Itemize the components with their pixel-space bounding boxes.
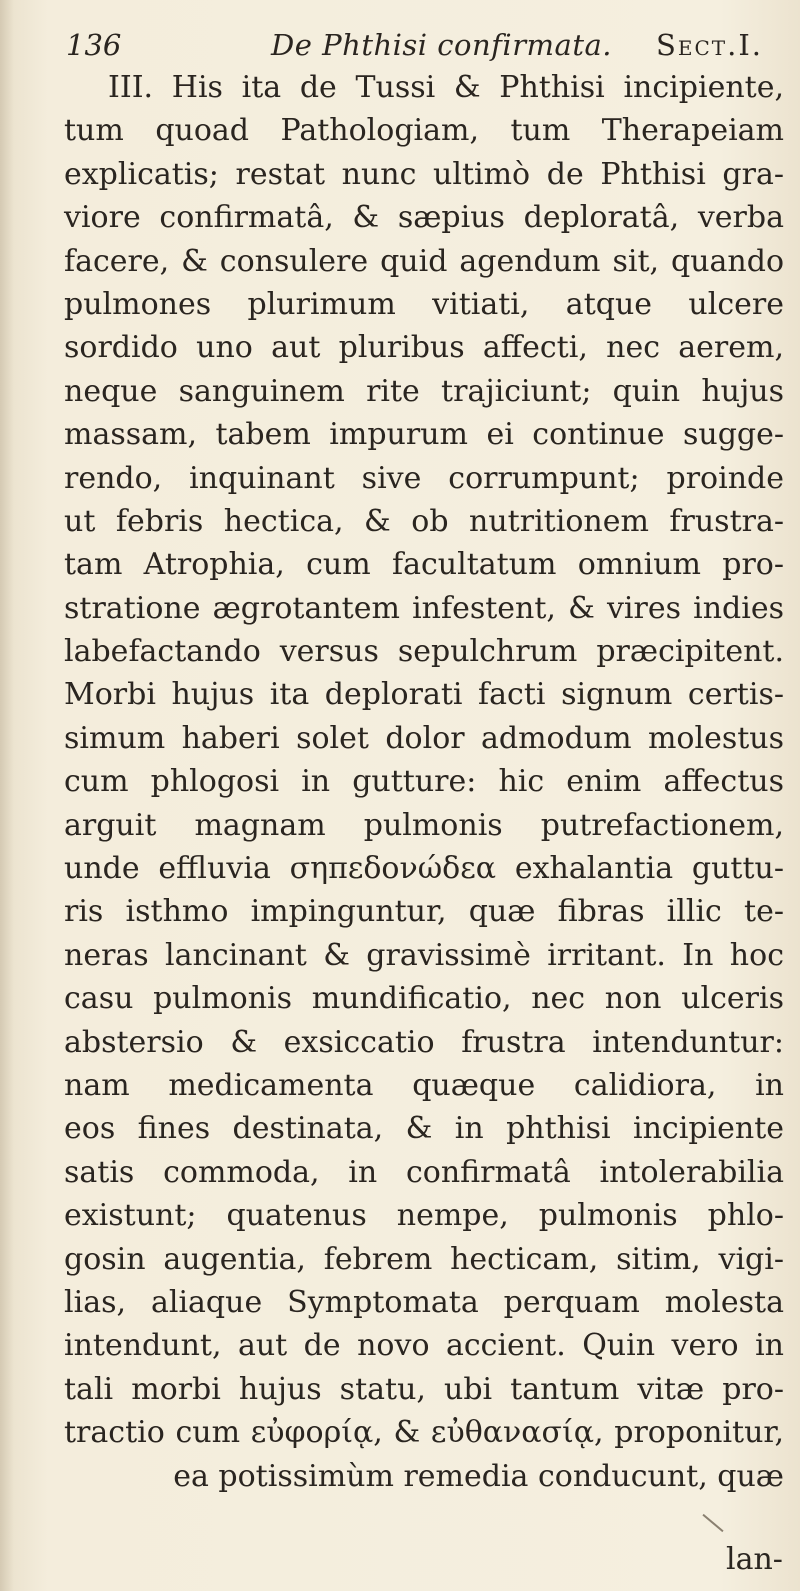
text-line: satis commoda, in confirmatâ intolerabilia — [64, 1154, 784, 1190]
section-label: Sect.I. — [656, 28, 764, 62]
running-title: De Phthisi confirmata. — [271, 28, 613, 62]
text-line: ris isthmo impinguntur, quæ fibras illic te- — [64, 894, 784, 930]
body-text — [64, 66, 784, 1498]
text-line: lias, aliaque Symptomata perquam molesta — [64, 1284, 784, 1320]
text-line: tam Atrophia, cum facultatum omnium pro- — [64, 547, 784, 583]
text-line: tali morbi hujus statu, ubi tantum vitæ pro- — [64, 1371, 784, 1407]
text-line: casu pulmonis mundificatio, nec non ulceris — [64, 981, 784, 1017]
page-gutter-shadow — [0, 0, 14, 1591]
text-line: intendunt, aut de novo accient. Quin vero in — [64, 1328, 784, 1364]
text-line: ut febris hectica, & ob nutritionem frustra- — [64, 503, 784, 539]
text-line: massam, tabem impurum ei continue sugge- — [64, 417, 784, 453]
text-line: arguit magnam pulmonis putrefactionem, — [64, 807, 784, 843]
text-line: unde effluvia σηπεδονώδεα exhalantia guttu- — [64, 851, 784, 887]
text-line: tum quoad Pathologiam, tum Therapeiam — [64, 113, 784, 149]
text-line: pulmones plurimum vitiati, atque ulcere — [64, 286, 784, 322]
text-line: facere, & consulere quid agendum sit, quando — [64, 243, 784, 279]
text-line: eos fines destinata, & in phthisi incipiente — [64, 1111, 784, 1147]
ink-mark — [702, 1514, 723, 1532]
text-line: simum haberi solet dolor admodum molestus — [64, 720, 784, 756]
text-line: nam medicamenta quæque calidiora, in — [64, 1067, 784, 1103]
text-line: sordido uno aut pluribus affecti, nec aerem, — [64, 330, 784, 366]
text-line: explicatis; restat nunc ultimò de Phthisi gra- — [64, 156, 784, 192]
text-line: existunt; quatenus nempe, pulmonis phlo- — [64, 1198, 784, 1234]
text-line: abstersio & exsiccatio frustra intenduntur: — [64, 1024, 784, 1060]
text-line: cum phlogosi in gutture: hic enim affectus — [64, 764, 784, 800]
text-line: ea potissimùm remedia conducunt, quæ — [173, 1458, 784, 1494]
text-line: stratione ægrotantem infestent, & vires indies — [64, 590, 784, 626]
text-line: viore confirmatâ, & sæpius deploratâ, verba — [64, 200, 784, 236]
text-line: Morbi hujus ita deplorati facti signum certis- — [64, 677, 784, 713]
text-line: gosin augentia, febrem hecticam, sitim, vigi- — [64, 1241, 784, 1277]
page-header — [66, 20, 786, 70]
text-line: rendo, inquinant sive corrumpunt; proinde — [64, 460, 784, 496]
catchword: lan- — [726, 1542, 783, 1577]
text-line: neque sanguinem rite trajiciunt; quin hujus — [64, 373, 784, 409]
page-number: 136 — [66, 28, 122, 62]
text-line: labefactando versus sepulchrum præcipitent. — [64, 634, 784, 670]
text-line: III. His ita de Tussi & Phthisi incipiente, — [108, 70, 784, 105]
text-line: neras lancinant & gravissimè irritant. In hoc — [64, 937, 784, 973]
text-line: tractio cum εὐφορίᾳ, & εὐθανασίᾳ, proponitur, — [64, 1415, 784, 1451]
